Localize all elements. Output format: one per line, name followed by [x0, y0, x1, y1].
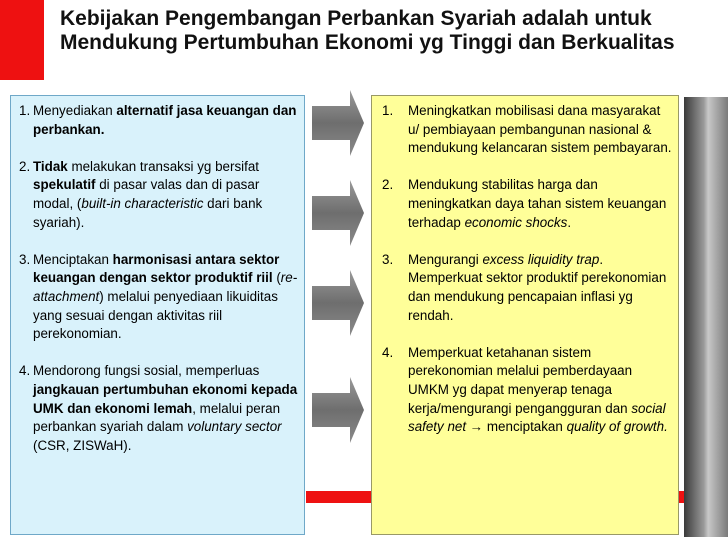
item-spacer	[19, 139, 298, 158]
item-text	[408, 251, 672, 325]
right-arrow-icon	[310, 178, 366, 248]
text-segment: quality of growth.	[566, 419, 668, 435]
item-number: 1.	[382, 103, 394, 118]
item-number: 3.	[19, 251, 31, 267]
impact-item	[382, 344, 672, 437]
text-segment: ) melalui penyediaan likuiditas yang sesuai dengan aktivitas riil perekonomian.	[33, 288, 278, 342]
item-number: 4.	[19, 363, 31, 379]
policy-item	[19, 362, 298, 455]
item-text	[408, 176, 672, 232]
text-segment: di pasar valas dan di pasar modal, (	[33, 177, 260, 211]
left-policy-box	[10, 95, 305, 535]
item-spacer	[382, 158, 672, 177]
policy-item	[19, 102, 298, 139]
text-segment: →	[469, 419, 484, 435]
dark-side-bar	[684, 97, 728, 537]
item-number: 3.	[382, 251, 394, 267]
item-number: 2.	[19, 158, 31, 174]
item-text	[408, 344, 672, 437]
text-segment: (	[272, 270, 281, 286]
text-segment: harmonisasi antara sektor keuangan dengan sektor produktif riil	[33, 251, 280, 286]
text-segment: Mengurangi	[408, 251, 483, 267]
text-segment: built-in characteristic	[81, 195, 204, 211]
item-spacer	[382, 325, 672, 344]
impact-item	[382, 251, 672, 325]
text-segment: Mendukung stabilitas harga dan meningkatkan daya tahan sistem keuangan terhadap	[408, 177, 667, 230]
policy-item	[19, 158, 298, 232]
right-arrow-icon	[310, 375, 366, 445]
text-segment: (CSR, ZISWaH).	[33, 437, 132, 453]
text-segment: menciptakan	[483, 419, 567, 435]
item-text	[33, 102, 298, 139]
text-segment: alternatif jasa keuangan dan perbankan.	[33, 103, 297, 137]
item-number: 2.	[382, 177, 394, 193]
policy-item	[19, 251, 298, 344]
text-segment: Menyediakan	[33, 103, 117, 118]
text-segment: Mendorong fungsi sosial, memperluas	[33, 363, 260, 379]
item-text	[33, 251, 298, 344]
text-segment: . Memperkuat sektor produktif perekonomian dan mendukung pencapaian inflasi yg rendah.	[408, 251, 667, 323]
text-segment: .	[567, 214, 572, 230]
text-segment: re-attachment	[33, 270, 298, 304]
text-segment: jangkauan pertumbuhan ekonomi kepada UMK dan ekonomi lemah	[33, 381, 298, 416]
text-segment: Tidak	[33, 158, 68, 174]
text-segment: spekulatif	[33, 177, 96, 193]
impact-item	[382, 176, 672, 232]
item-spacer	[382, 232, 672, 251]
item-number: 1.	[19, 103, 31, 118]
item-spacer	[19, 344, 298, 363]
item-spacer	[19, 232, 298, 251]
right-arrow-icon	[310, 88, 366, 158]
page-title: Kebijakan Pengembangan Perbankan Syariah adalah untuk Mendukung Pertumbuhan Ekonomi yg Tinggi dan Berkualitas	[60, 7, 675, 54]
text-segment: dari bank syariah).	[33, 195, 263, 230]
item-text	[33, 362, 298, 455]
text-segment: Meningkatkan mobilisasi dana masyarakat u/ pembiayaan pembangunan nasional & mendukung kelancaran sistem pembayaran.	[408, 103, 672, 156]
red-accent-bar	[0, 0, 44, 80]
text-segment: economic shocks	[464, 214, 568, 230]
text-segment: , melalui peran perbankan syariah dalam	[33, 400, 281, 435]
text-segment: excess liquidity trap	[482, 251, 600, 267]
right-arrow-icon	[310, 268, 366, 338]
text-segment: social safety net	[408, 400, 666, 435]
right-impact-box	[371, 95, 679, 535]
text-segment: Menciptakan	[33, 251, 113, 267]
text-segment: melakukan transaksi yg bersifat	[67, 158, 260, 174]
text-segment: voluntary sector	[187, 419, 282, 435]
text-segment: Memperkuat ketahanan sistem perekonomian melalui pemberdayaan UMKM yg dapat menyerap tenaga kerja/mengurangi pengangguran dan	[408, 344, 633, 416]
item-text	[33, 158, 298, 232]
item-number: 4.	[382, 344, 394, 360]
impact-item	[382, 102, 672, 158]
item-text	[408, 102, 672, 158]
